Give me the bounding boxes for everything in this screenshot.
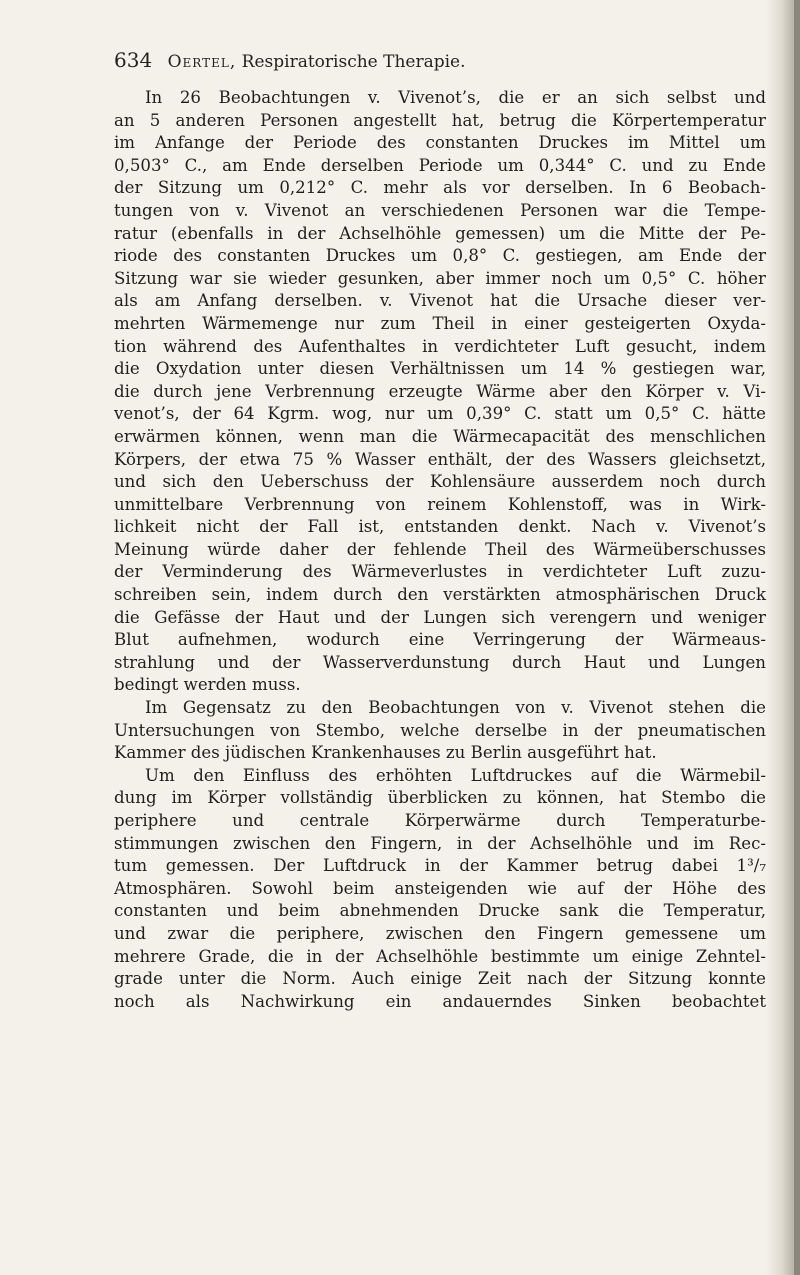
- text-line: periphere und centrale Körperwärme durch Temperaturbe-: [114, 811, 766, 830]
- text-line: venot’s, der 64 Kgrm. wog, nur um 0,39° C. statt um 0,5° C. hätte: [114, 404, 766, 424]
- text-line: tungen von v. Vivenot an verschiedenen Personen war die Tempe-: [114, 200, 766, 220]
- text-line: erwärmen können, wenn man die Wärmecapacität des menschlichen: [114, 426, 766, 446]
- body-text: [114, 87, 766, 1013]
- text-line: stimmungen zwischen den Fingern, in der Achselhöhle und im Rec-: [114, 833, 766, 853]
- text-line: bedingt werden muss.: [114, 675, 301, 695]
- text-line: die Gefässe der Haut und der Lungen sich verengern und weniger: [114, 607, 766, 627]
- text-line: Meinung würde daher der fehlende Theil des Wärmeüberschusses: [114, 539, 766, 559]
- text-line: In 26 Beobachtungen v. Vivenot’s, die er an sich selbst und: [145, 88, 766, 107]
- text-line: Atmosphären. Sowohl beim ansteigenden wie auf der Höhe des: [114, 878, 766, 898]
- text-line: Körpers, der etwa 75 % Wasser enthält, der des Wassers gleichsetzt,: [114, 449, 766, 469]
- text-line: mehrten Wärmemenge nur zum Theil in einer gesteigerten Oxyda-: [114, 313, 766, 333]
- text-line: Untersuchungen von Stembo, welche derselbe in der pneumatischen: [114, 720, 766, 740]
- header-author: Oertel,: [167, 52, 237, 72]
- text-line: riode des constanten Druckes um 0,8° C. gestiegen, am Ende der: [114, 246, 766, 266]
- page-number: 634: [114, 48, 153, 72]
- text-line: und zwar die periphere, zwischen den Fingern gemessene um: [114, 923, 766, 943]
- text-line: mehrere Grade, die in der Achselhöhle bestimmte um einige Zehntel-: [114, 946, 766, 966]
- text-line: die Oxydation unter diesen Verhältnissen um 14 % gestiegen war,: [114, 359, 766, 379]
- text-line: Um den Einfluss des erhöhten Luftdruckes auf die Wärmebil-: [145, 765, 766, 785]
- text-line: tion während des Aufenthaltes in verdichteter Luft gesucht, indem: [114, 336, 766, 356]
- text-line: und sich den Ueberschuss der Kohlensäure ausserdem noch durch: [114, 472, 766, 492]
- text-line: Im Gegensatz zu den Beobachtungen von v. Vivenot stehen die: [145, 698, 766, 718]
- text-line: der Sitzung um 0,212° C. mehr als vor derselben. In 6 Beobach-: [114, 178, 766, 198]
- text-line: ratur (ebenfalls in der Achselhöhle gemessen) um die Mitte der Pe-: [114, 223, 766, 243]
- text-line: noch als Nachwirkung ein andauerndes Sinken beobachtet: [114, 991, 766, 1011]
- text-line: grade unter die Norm. Auch einige Zeit nach der Sitzung konnte: [114, 969, 766, 989]
- text-line: Sitzung war sie wieder gesunken, aber immer noch um 0,5° C. höher: [114, 268, 766, 288]
- text-line: Kammer des jüdischen Krankenhauses zu Berlin ausgeführt hat.: [114, 743, 657, 763]
- text-line: unmittelbare Verbrennung von reinem Kohlenstoff, was in Wirk-: [114, 494, 766, 514]
- text-line: der Verminderung des Wärmeverlustes in verdichteter Luft zuzu-: [114, 562, 766, 582]
- running-header: [114, 48, 466, 72]
- text-line: die durch jene Verbrennung erzeugte Wärme aber den Körper v. Vi-: [114, 381, 766, 401]
- text-line: tum gemessen. Der Luftdruck in der Kammer betrug dabei 1³/₇: [114, 856, 766, 876]
- text-line: lichkeit nicht der Fall ist, entstanden denkt. Nach v. Vivenot’s: [114, 517, 766, 537]
- text-line: im Anfange der Periode des constanten Druckes im Mittel um: [114, 133, 766, 153]
- text-line: als am Anfang derselben. v. Vivenot hat die Ursache dieser ver-: [114, 291, 766, 311]
- header-title: Respiratorische Therapie.: [241, 52, 466, 72]
- text-line: schreiben sein, indem durch den verstärkten atmosphärischen Druck: [114, 585, 766, 605]
- text-line: Blut aufnehmen, wodurch eine Verringerung der Wärmeaus-: [114, 630, 766, 650]
- page-edge: [794, 0, 800, 1275]
- text-line: an 5 anderen Personen angestellt hat, betrug die Körpertemperatur: [114, 110, 766, 130]
- text-line: 0,503° C., am Ende derselben Periode um 0,344° C. und zu Ende: [114, 155, 766, 175]
- text-line: dung im Körper vollständig überblicken zu können, hat Stembo die: [114, 788, 766, 808]
- text-line: constanten und beim abnehmenden Drucke sank die Temperatur,: [114, 901, 766, 921]
- text-line: strahlung und der Wasserverdunstung durch Haut und Lungen: [114, 652, 766, 672]
